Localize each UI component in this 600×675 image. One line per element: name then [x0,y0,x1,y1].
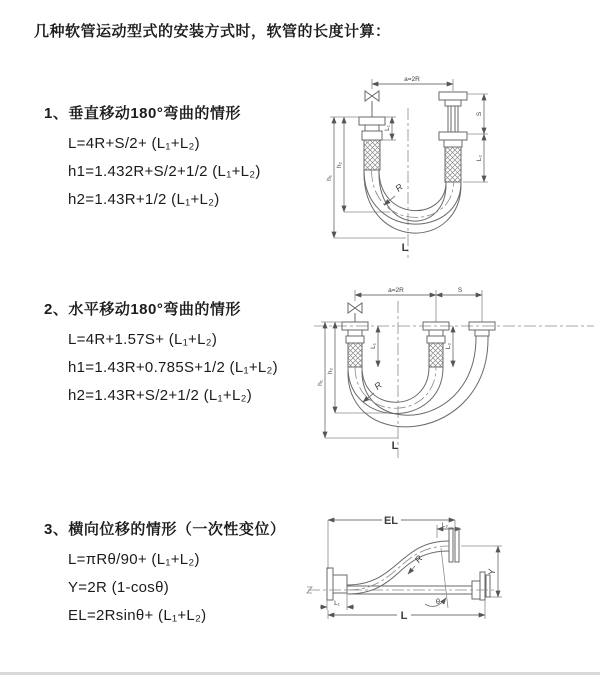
diagram-horizontal-bend [308,283,600,463]
left-fitting [359,117,385,170]
formula-line: Y=2R (1-cosθ) [68,579,170,596]
formula-line: L=4R+S/2+ (L₁+L₂) [68,135,200,152]
valve-icon [365,91,379,117]
radius-callout [384,181,405,205]
radius-callout [363,379,384,402]
theta-label: θ [435,597,441,606]
dim-label-s: S [457,287,463,294]
dim-label-y: Y [487,568,497,576]
hose-braid [445,147,461,182]
dim-l1 [370,326,378,367]
dim-label-l2: L₂ [441,522,449,529]
radius-label: R [412,553,425,565]
dim-length [328,600,485,622]
radius-label: R [372,379,384,392]
angle-callout [425,548,448,608]
hose-braid [348,343,362,367]
dim-label-l1: L₁ [334,600,340,607]
dim-s [467,94,488,134]
dim-h1 [317,322,398,438]
diagram-vertical-bend [315,70,600,265]
section-lateral-displacement [44,518,285,630]
formula-line: L=4R+1.57S+ (L₁+L₂) [68,331,218,348]
dim-l1 [320,593,354,610]
dim-label-s: S [476,111,483,117]
dim-l2 [463,134,488,182]
left-flange [327,568,347,600]
length-label: L [401,242,409,254]
dim-label-l1: L₁ [370,343,377,349]
diagram-horizontal-bend-svg [308,283,600,463]
upper-flange [449,528,459,562]
right-fitting [439,92,467,182]
dim-label-l1: L₁ [384,125,391,131]
dim-label-el: EL [383,515,399,527]
dim-width [355,287,482,322]
dim-label-h1: h₁ [317,380,324,386]
dim-label-l2: L₂ [476,154,483,162]
dim-l2 [445,326,453,367]
dim-l1 [382,117,396,140]
section-1-heading: 1、垂直移动180°弯曲的情形 [44,105,241,122]
valve-icon [348,303,362,322]
formula-line: h1=1.432R+S/2+1/2 (L₁+L₂) [68,163,261,180]
dim-label-width: a=2R [404,76,420,83]
section-3-heading: 3、横向位移的情形（一次性变位） [44,521,286,538]
section-vertical-bend [44,102,261,214]
formula-line: EL=2Rsinθ+ (L₁+L₂) [68,607,207,624]
right-fitting [469,322,495,336]
section-2-heading: 2、水平移动180°弯曲的情形 [44,301,241,318]
formula-line: L=πRθ/90+ (L₁+L₂) [68,551,200,568]
radius-label: R [393,181,405,194]
formula-line: h2=1.43R+S/2+1/2 (L₁+L₂) [68,387,253,404]
hose-braid [364,140,380,170]
diagram-vertical-bend-svg [315,70,600,265]
page-title: 几种软管运动型式的安装方式时，软管的长度计算： [34,23,391,40]
left-fitting [342,322,368,367]
dim-label-h1: h₁ [326,175,333,181]
length-label: L [391,440,399,452]
dim-label-width: a=2R [388,287,404,294]
dim-label-h2: h₂ [336,161,343,169]
hose-braid [429,343,443,367]
dim-label-l2: L₂ [445,342,452,350]
formula-line: h2=1.43R+1/2 (L₁+L₂) [68,191,220,208]
section-horizontal-bend [44,298,278,410]
dim-width [372,76,453,91]
diagram-lateral-displacement-svg [298,503,600,643]
lower-right-flange [472,572,490,600]
dim-label-h2: h₂ [327,367,334,375]
formula-line: h1=1.43R+0.785S+1/2 (L₁+L₂) [68,359,278,376]
dim-label-length: L [400,610,408,622]
diagram-lateral-displacement [298,503,600,643]
